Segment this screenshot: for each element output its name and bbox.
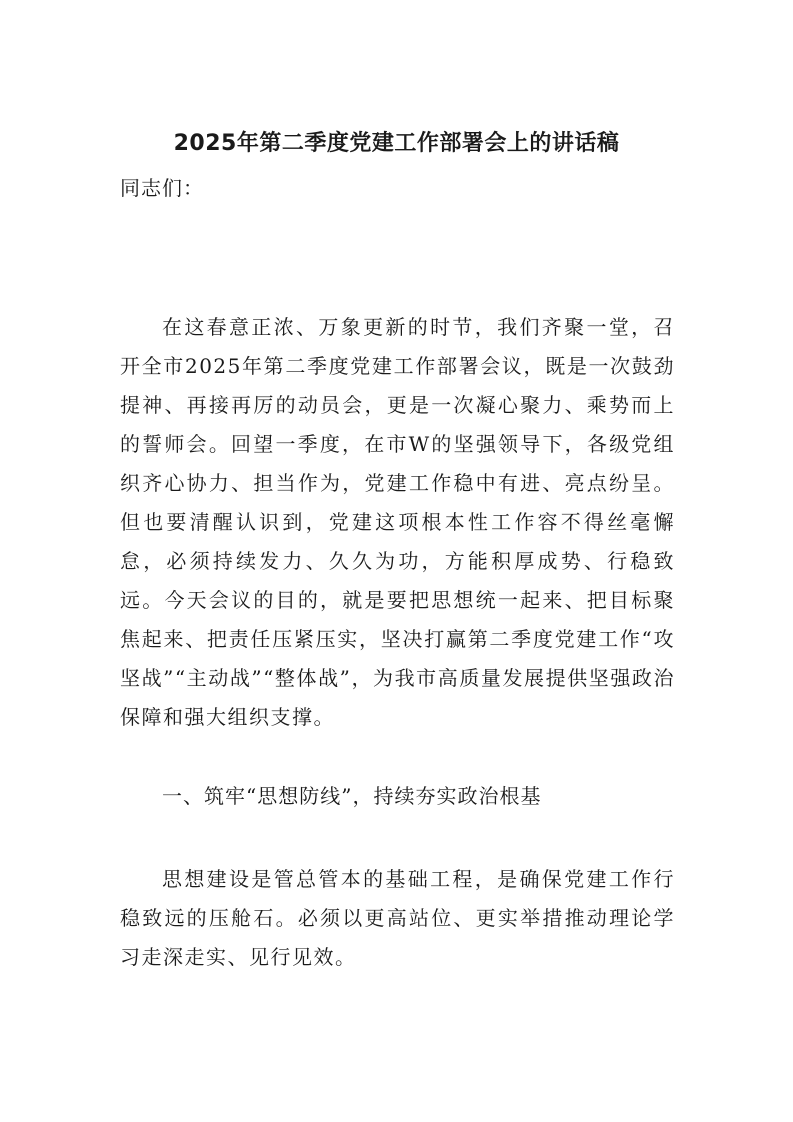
paragraph-intro: 在这春意正浓、万象更新的时节，我们齐聚一堂，召开全市2025年第二季度党建工作部署会议，既是一次鼓劲提神、再接再厉的动员会，更是一次凝心聚力、乘势而上的誓师会。回望一季度，在市W的坚强领导下，各级党组织齐心协力、担当作为，党建工作稳中有进、亮点纷呈。但也要清醒认识到，党建这项根本性工作容不得丝毫懈怠，必须持续发力、久久为功，方能积厚成势、行稳致远。今天会议的目的，就是要把思想统一起来、把目标聚焦起来、把责任压紧压实，坚决打赢第二季度党建工作“攻坚战”“主动战”“整体战”，为我市高质量发展提供坚强政治保障和强大组织支撑。	[120, 315, 675, 729]
paragraph-section-1: 思想建设是管总管本的基础工程，是确保党建工作行稳致远的压舱石。必须以更高站位、更实举措推动理论学习走深走实、见行见效。	[120, 867, 675, 969]
salutation: 同志们：	[120, 176, 204, 200]
section-heading-1: 一、筑牢“思想防线”，持续夯实政治根基	[162, 784, 542, 808]
document-title: 2025年第二季度党建工作部署会上的讲话稿	[173, 131, 620, 156]
